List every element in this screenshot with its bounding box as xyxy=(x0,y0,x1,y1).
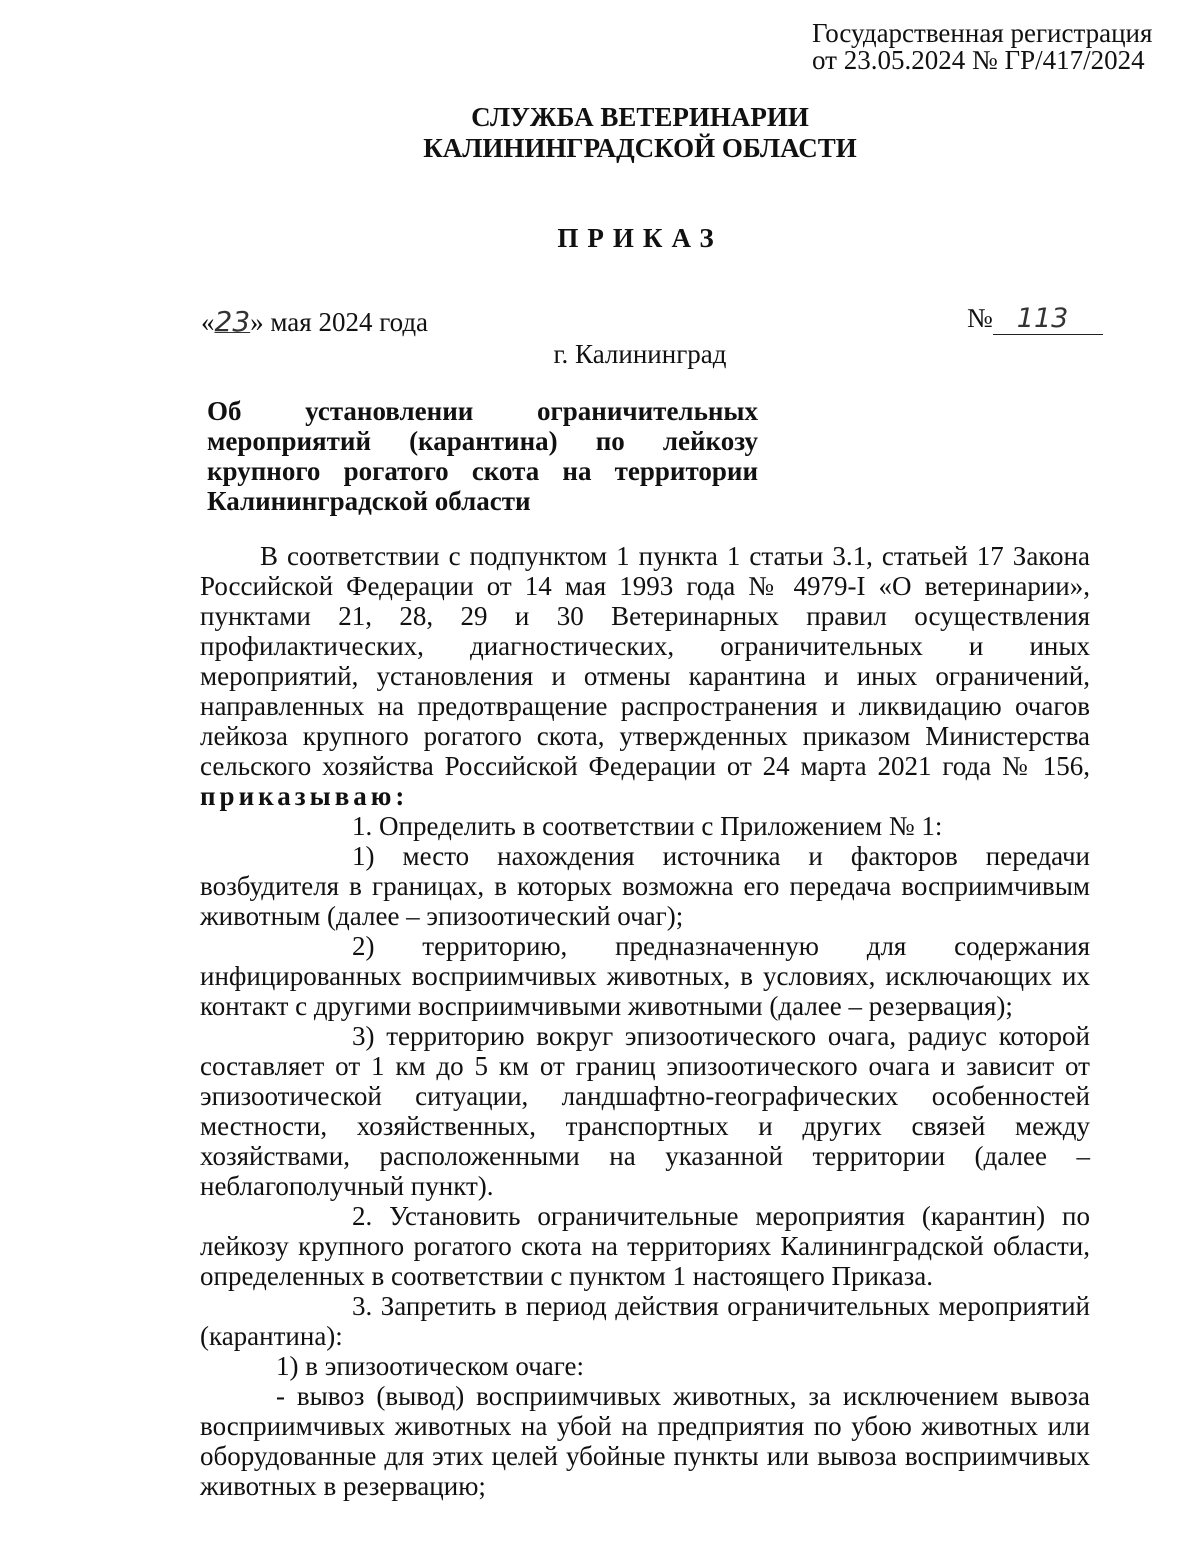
registration-line-1: Государственная регистрация xyxy=(812,18,1153,48)
preamble-text: В соответствии с подпунктом 1 пункта 1 статьи 3.1, статьей 17 Закона Российской Федерации от 14 мая 1993 года № 4979-I «О ветеринарии», пунктами 21, 28, 29 и 30 Ветеринарных правил осуществления профилактических, диагностических, ограничительных и иных мероприятий, установления и отмены карантина и иных ограничений, направленных на предотвращение распространения и ликвидацию очагов лейкоза крупного рогатого скота, утвержденных приказом Министерства сельского хозяйства Российской Федерации от 24 марта 2021 года № 156, xyxy=(200,541,1090,781)
document-type-title: ПРИКАЗ xyxy=(557,223,723,253)
date-day-handwritten: 23 xyxy=(214,305,251,338)
preamble-paragraph xyxy=(200,541,1090,811)
item-text: Установить ограничительные мероприятия (карантин) по лейкозу крупного рогатого скота на территориях Калининградской области, определенных в соответствии с пунктом 1 настоящего Приказа. xyxy=(200,1201,1091,1291)
item-mark: 1. xyxy=(352,811,373,841)
order-date xyxy=(201,305,428,338)
date-month-year: » мая 2024 года xyxy=(250,307,429,337)
item-mark: 2) xyxy=(352,931,375,961)
list-item xyxy=(200,1351,1090,1381)
organization-line-1: СЛУЖБА ВЕТЕРИНАРИИ xyxy=(471,102,809,132)
state-registration-stamp xyxy=(812,20,1152,74)
item-mark: 3. xyxy=(352,1291,373,1321)
item-text: Запретить в период действия ограничительных мероприятий (карантина): xyxy=(200,1291,1090,1351)
item-mark: 2. xyxy=(352,1201,373,1231)
list-item xyxy=(200,841,1090,931)
item-text: территорию, предназначенную для содержания инфицированных восприимчивых животных, в условиях, исключающих их контакт с другими восприимчивыми животными (далее – резервация); xyxy=(200,931,1090,1021)
list-item xyxy=(200,811,1090,841)
organization-line-2: КАЛИНИНГРАДСКОЙ ОБЛАСТИ xyxy=(423,133,857,163)
item-text: - вывоз (вывод) восприимчивых животных, за исключением вывоза восприимчивых животных на убой на предприятия по убою животных или оборудованные для этих целей убойные пункты или вывоза восприимчивых животных в резервацию; xyxy=(200,1381,1090,1501)
organization-header xyxy=(0,102,1200,164)
city-line: г. Калининград xyxy=(553,339,727,369)
order-word: приказываю: xyxy=(200,781,409,811)
item-text: 1) в эпизоотическом очаге: xyxy=(276,1351,584,1381)
number-prefix: № xyxy=(967,303,993,333)
list-item xyxy=(200,1291,1090,1351)
order-number xyxy=(967,303,1103,335)
list-item xyxy=(200,931,1090,1021)
item-text: Определить в соответствии с Приложением № 1: xyxy=(379,811,943,841)
order-body xyxy=(200,541,1090,1501)
item-mark: 3) xyxy=(352,1021,375,1051)
item-mark: 1) xyxy=(352,841,375,871)
list-item xyxy=(200,1381,1090,1501)
registration-line-2: от 23.05.2024 № ГР/417/2024 xyxy=(812,45,1145,75)
item-text: территорию вокруг эпизоотического очага, радиус которой составляет от 1 км до 5 км от границ эпизоотического очага и зависит от эпизоотической ситуации, ландшафтно-географических особенностей местности, хозяйственных, транспортных и других связей между хозяйствами, расположенными на указанной территории (далее – неблагополучный пункт). xyxy=(200,1021,1091,1201)
number-value-handwritten: 113 xyxy=(993,303,1103,335)
item-text: место нахождения источника и факторов передачи возбудителя в границах, в которых возможна его передача восприимчивым животным (далее – эпизоотический очаг); xyxy=(200,841,1091,931)
order-subject: Об установлении ограничительных мероприятий (карантина) по лейкозу крупного рогатого скота на территории Калининградской области xyxy=(207,396,758,516)
date-open-quote: « xyxy=(201,307,215,337)
list-item xyxy=(200,1201,1090,1291)
list-item xyxy=(200,1021,1090,1201)
